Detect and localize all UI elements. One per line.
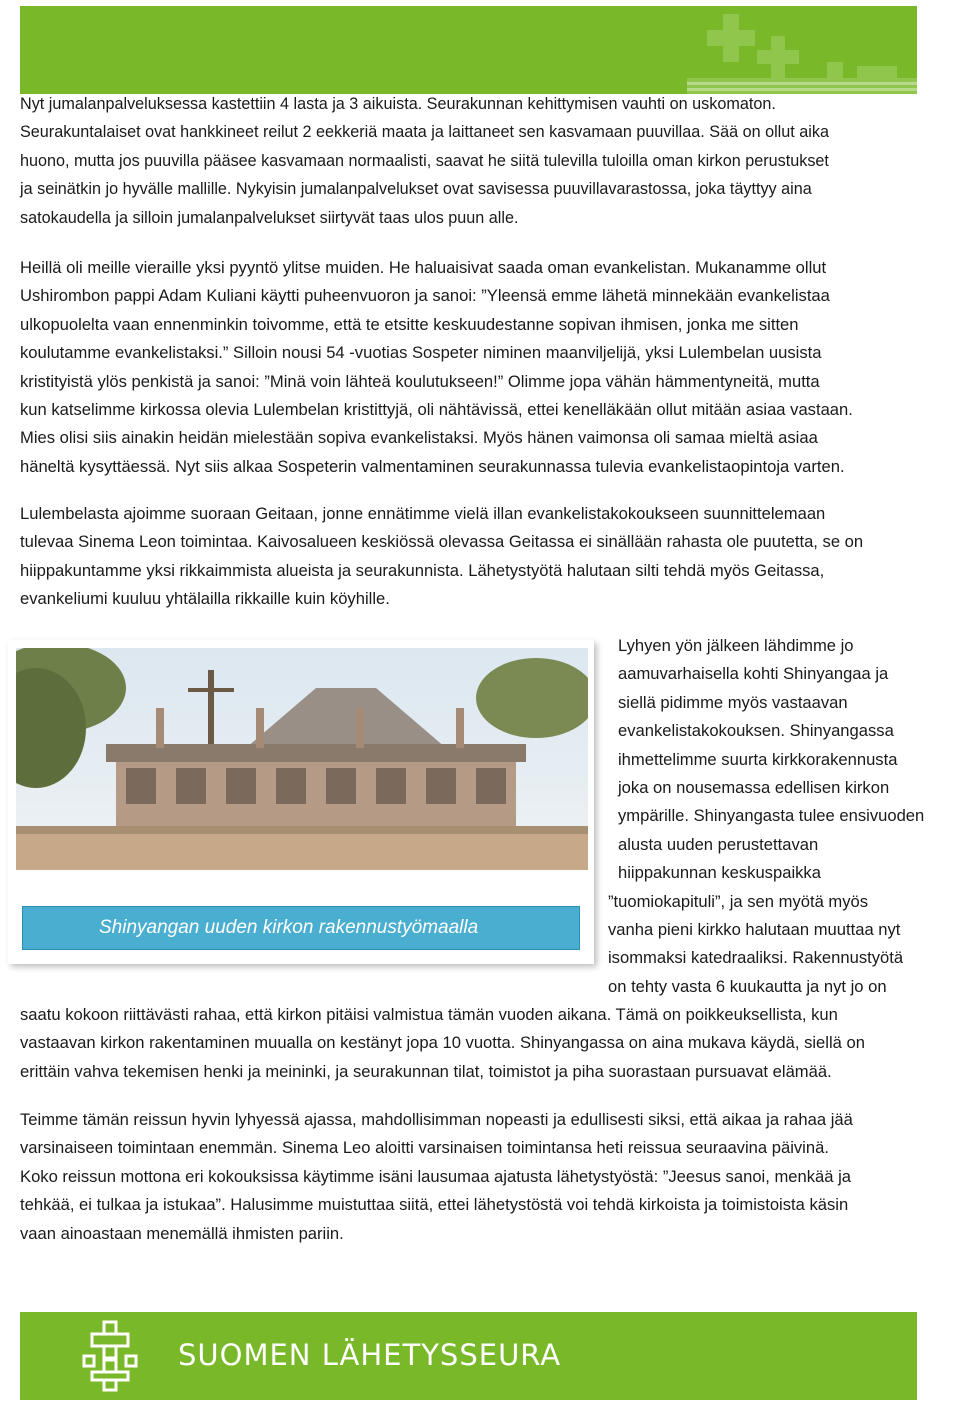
paragraph-request bbox=[20, 254, 853, 481]
paragraph-intro bbox=[20, 90, 829, 232]
text-line: varsinaiseen toimintaan enemmän. Sinema Leo aloitti varsinaisen toimintansa heti reissua seuraavina päivinä. bbox=[20, 1138, 829, 1158]
text-line: Ushirombon pappi Adam Kuliani käytti puheenvuoron ja sanoi: ”Yleensä emme lähetä minnekään evankelistaa bbox=[20, 286, 830, 306]
organization-name: SUOMEN LÄHETYSSEURA bbox=[178, 1338, 562, 1372]
text-line: tehkää, ei tulkaa ja istukaa”. Halusimme muistuttaa siitä, ettei lähetystöstä voi tehdä kirkoista ja toimistoista käsin bbox=[20, 1195, 849, 1215]
paragraph-shinyanga-rest bbox=[20, 1001, 865, 1086]
paragraph-geita bbox=[20, 500, 863, 614]
text-line: ”tuomiokapituli”, ja sen myötä myös bbox=[608, 891, 869, 911]
text-line: aamuvarhaisella kohti Shinyangaa ja bbox=[618, 664, 889, 684]
text-line: hiippakunnan keskuspaikka bbox=[618, 863, 821, 883]
paragraph-shinyanga-wrap bbox=[20, 632, 924, 1001]
text-line: Heillä oli meille vieraille yksi pyyntö ylitse muiden. He haluaisivat saada oman evankelistan. Mukanamme ollut bbox=[20, 258, 827, 277]
text-line: vastaavan kirkon rakentaminen muualla on kestänyt jopa 10 vuotta. Shinyangassa on aina mukava käydä, siellä on bbox=[20, 1033, 865, 1053]
text-line: kun katselimme kirkossa olevia Lulembelan kristittyjä, oli nähtävissä, ettei kenelläkään ollut mitään asiaa vastaan. bbox=[20, 400, 853, 420]
text-line: Seurakuntalaiset ovat hankkineet reilut 2 eekkeriä maata ja laittaneet sen kasvamaan puuvillaa. Sää on ollut aika bbox=[20, 123, 829, 142]
text-line: satokaudella ja silloin jumalanpalvelukset siirtyvät taas ulos puun alle. bbox=[20, 208, 519, 227]
text-line: evankelistakokouksen. Shinyangassa bbox=[618, 721, 894, 741]
text-line: Lulembelasta ajoimme suoraan Geitaan, jonne ennätimme vielä illan evankelistakokoukseen suunnittelemaan bbox=[20, 504, 826, 523]
text-line: Lyhyen yön jälkeen lähdimme jo bbox=[618, 636, 854, 655]
footer-banner bbox=[20, 1312, 917, 1400]
text-line: ihmettelimme suurta kirkkorakennusta bbox=[618, 749, 898, 769]
text-line: ja seinätkin jo hyvälle mallille. Nykyisin jumalanpalvelukset ovat savisessa puuvillavarastossa, joka täyttyy aina bbox=[20, 180, 812, 199]
text-line: hiippakuntamme yksi rikkaimmista alueista ja seurakunnista. Lähetystyötä halutaan silti tehdä myös Geitassa, bbox=[20, 560, 825, 580]
text-line: Mies olisi siis ainakin heidän mielestään sopiva evankelistaksi. Myös hänen vaimonsa oli samaa mieltä asiaa bbox=[20, 428, 818, 448]
text-line: siellä pidimme myös vastaavan bbox=[618, 692, 848, 712]
text-line: tulevaa Sinema Leon toimintaa. Kaivosalueen keskiössä olevassa Geitassa ei sinällään rahasta ole puutetta, se on bbox=[20, 532, 864, 552]
cross-pattern-icon bbox=[687, 6, 917, 94]
text-line: Nyt jumalanpalveluksessa kastettiin 4 lasta ja 3 aikuista. Seurakunnan kehittymisen vauhti on uskomaton. bbox=[20, 95, 776, 113]
text-line: isommaksi katedraaliksi. Rakennustyötä bbox=[608, 948, 904, 968]
text-line: kristityistä ylös penkistä ja sanoi: ”Minä voin lähteä koulutukseen!” Olimme jopa vähän hämmentyneitä, mutta bbox=[20, 371, 820, 391]
cross-logo-icon bbox=[76, 1318, 156, 1394]
text-line: vanha pieni kirkko halutaan muuttaa nyt bbox=[608, 920, 901, 940]
photo-caption: Shinyangan uuden kirkon rakennustyömaalla bbox=[22, 906, 580, 950]
text-line: saatu kokoon riittävästi rahaa, että kirkon pitäisi valmistua tämän vuoden aikana. Tämä on poikkeuksellista, kun bbox=[20, 1005, 838, 1024]
text-line: evankeliumi kuuluu yhtälailla rikkaille kuin köyhille. bbox=[20, 589, 390, 609]
text-line: ympärille. Shinyangasta tulee ensivuoden bbox=[618, 806, 925, 826]
text-line: häneltä kysyttäessä. Nyt siis alkaa Sospeterin valmentaminen seurakunnassa tulevia evankelistaopintoja varten. bbox=[20, 456, 845, 476]
text-line: Koko reissun mottona eri kokouksissa käytimme isäni lausumaa ajatusta lähetystyöstä: ”Jeesus sanoi, menkää ja bbox=[20, 1166, 852, 1186]
text-line: alusta uuden perustettavan bbox=[618, 834, 819, 854]
text-line: huono, mutta jos puuvilla pääsee kasvamaan normaalisti, saavat he siitä tulevilla tuloilla oman kirkon perustukset bbox=[20, 151, 829, 170]
text-line: koulutamme evankelistaksi.” Silloin nousi 54 -vuotias Sospeter niminen maanviljelijä, yksi Lulembelan uusista bbox=[20, 343, 822, 363]
text-line: Teimme tämän reissun hyvin lyhyessä ajassa, mahdollisimman nopeasti ja edullisesti siksi, että aikaa ja rahaa jää bbox=[20, 1110, 853, 1129]
text-line: ulkopuolelta vaan ennenminkin toivomme, että te etsitte keskuudestanne sopivan ihmisen, jonka me sitten bbox=[20, 314, 799, 334]
header-banner bbox=[20, 6, 917, 94]
text-line: on tehty vasta 6 kuukautta ja nyt jo on bbox=[608, 976, 887, 996]
text-line: vaan ainoastaan menemällä ihmisten pariin. bbox=[20, 1223, 344, 1243]
text-line: joka on nousemassa edellisen kirkon bbox=[618, 778, 890, 798]
paragraph-closing bbox=[20, 1106, 853, 1248]
text-line: erittäin vahva tekemisen henki ja meininki, ja seurakunnan tilat, toimistot ja piha suorastaan pursuavat elämää. bbox=[20, 1061, 832, 1081]
